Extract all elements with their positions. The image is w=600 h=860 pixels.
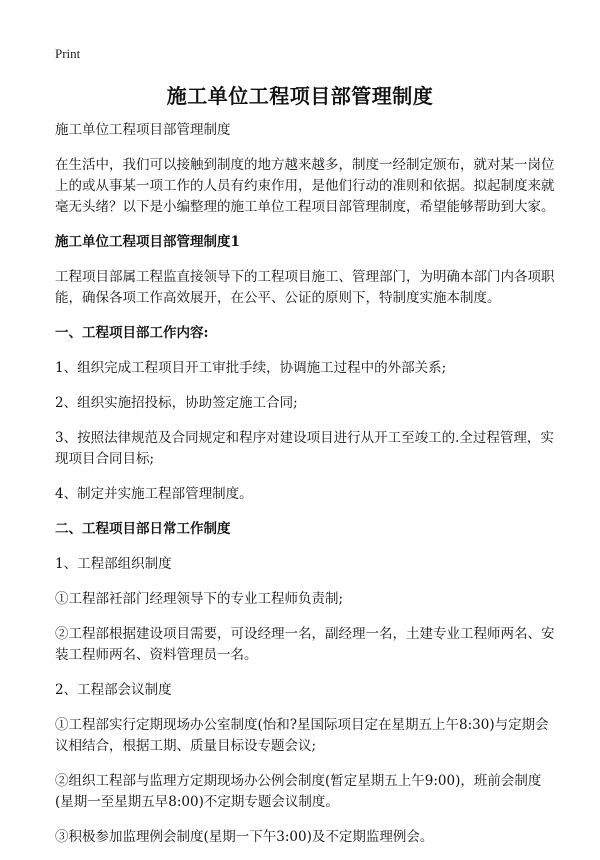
- part2-sub2-heading: 2、工程部会议制度: [55, 682, 172, 698]
- page-title: 施工单位工程项目部管理制度: [166, 84, 434, 108]
- section-intro-paragraph: 工程项目部属工程监直接领导下的工程项目施工、管理部门，为明确本部门内各项职能，确保各项工作高效展开，在公平、公证的原则下，特制度实施本制度。: [55, 269, 555, 306]
- part2-sub2-item: ③积极参加监理例会制度(星期一下午3:00)及不定期监理例会。: [55, 829, 434, 845]
- section-heading: 施工单位工程项目部管理制度1: [55, 234, 240, 250]
- part2-sub2-item: ②组织工程部与监理方定期现场办公例会制度(暂定星期五上午9:00)，班前会制度(星期一至星期五早8:00)不定期专题会议制度。: [55, 773, 542, 810]
- part1-heading: 一、工程项目部工作内容:: [55, 325, 209, 341]
- part2-sub1-item: ②工程部根据建设项目需要，可设经理一名，副经理一名，土建专业工程师两名、安装工程师两名、资料管理员一名。: [55, 626, 555, 663]
- part2-sub2-item: ①工程部实行定期现场办公室制度(怡和?星国际项目定在星期五上午8:30)与定期会议相结合，根据工期、质量目标设专题会议;: [55, 717, 549, 754]
- document-content: [55, 120, 555, 860]
- part1-item: 1、组织完成工程项目开工审批手续，协调施工过程中的外部关系;: [55, 360, 447, 376]
- part1-item: 3、按照法律规范及合同规定和程序对建设项目进行从开工至竣工的.全过程管理，实现项目合同目标;: [55, 430, 554, 467]
- part1-item: 4、制定并实施工程部管理制度。: [55, 486, 253, 502]
- part2-sub1-heading: 1、工程部组织制度: [55, 556, 172, 572]
- intro-paragraph: 在生活中，我们可以接触到制度的地方越来越多，制度一经制定颁布，就对某一岗位上的或从事某一项工作的人员有约束作用，是他们行动的准则和依据。拟起制度来就毫无头绪？以下是小编整理的施工单位工程项目部管理制度，希望能够帮助到大家。: [55, 157, 555, 215]
- document-subtitle: 施工单位工程项目部管理制度: [55, 122, 231, 138]
- part2-sub1-item: ①工程部衽部门经理领导下的专业工程师负责制;: [55, 591, 344, 607]
- part1-item: 2、组织实施招投标，协助签定施工合同;: [55, 395, 298, 411]
- print-label[interactable]: Print: [55, 46, 81, 61]
- part2-heading: 二、工程项目部日常工作制度: [55, 521, 231, 537]
